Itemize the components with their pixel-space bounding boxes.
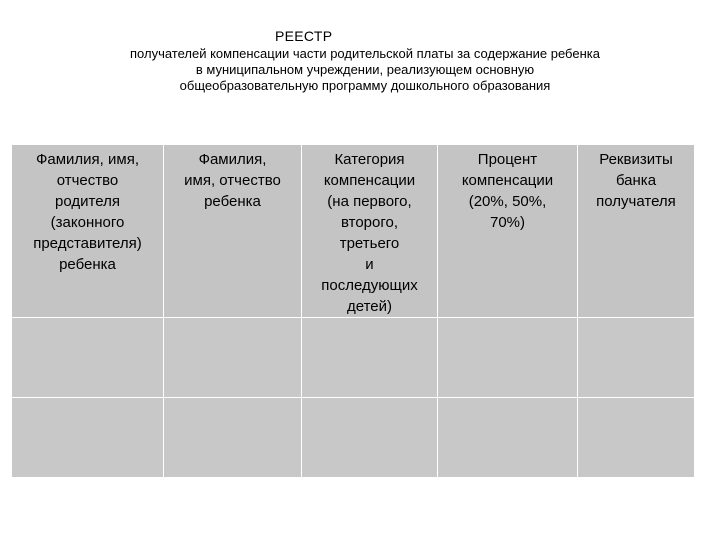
table-cell xyxy=(438,398,578,478)
table-header-row xyxy=(12,145,695,318)
table-row xyxy=(12,398,695,478)
table-cell xyxy=(12,398,164,478)
table-cell xyxy=(164,398,302,478)
column-header-compensation-percent: Процент компенсации (20%, 50%, 70%) xyxy=(438,145,578,318)
table-cell xyxy=(578,318,695,398)
table-cell xyxy=(164,318,302,398)
table-cell xyxy=(578,398,695,478)
column-header-child-name: Фамилия, имя, отчество ребенка xyxy=(164,145,302,318)
table-cell xyxy=(302,318,438,398)
subtitle-line: получателей компенсации части родительской платы за содержание ребенка xyxy=(130,46,600,61)
table-cell xyxy=(302,398,438,478)
subtitle-line: общеобразовательную программу дошкольного образования xyxy=(179,78,551,93)
document-title: РЕЕСТР xyxy=(275,28,333,44)
column-header-bank-details: Реквизиты банка получателя xyxy=(578,145,695,318)
table-cell xyxy=(12,318,164,398)
column-header-parent-name: Фамилия, имя, отчество родителя (законного представителя) ребенка xyxy=(12,145,164,318)
registry-table xyxy=(11,144,695,478)
column-header-compensation-category: Категория компенсации (на первого, второго, третьего и последующих детей) xyxy=(302,145,438,318)
document-subtitle xyxy=(60,46,670,94)
table-cell xyxy=(438,318,578,398)
subtitle-line: в муниципальном учреждении, реализующем основную xyxy=(195,62,535,77)
table-row xyxy=(12,318,695,398)
